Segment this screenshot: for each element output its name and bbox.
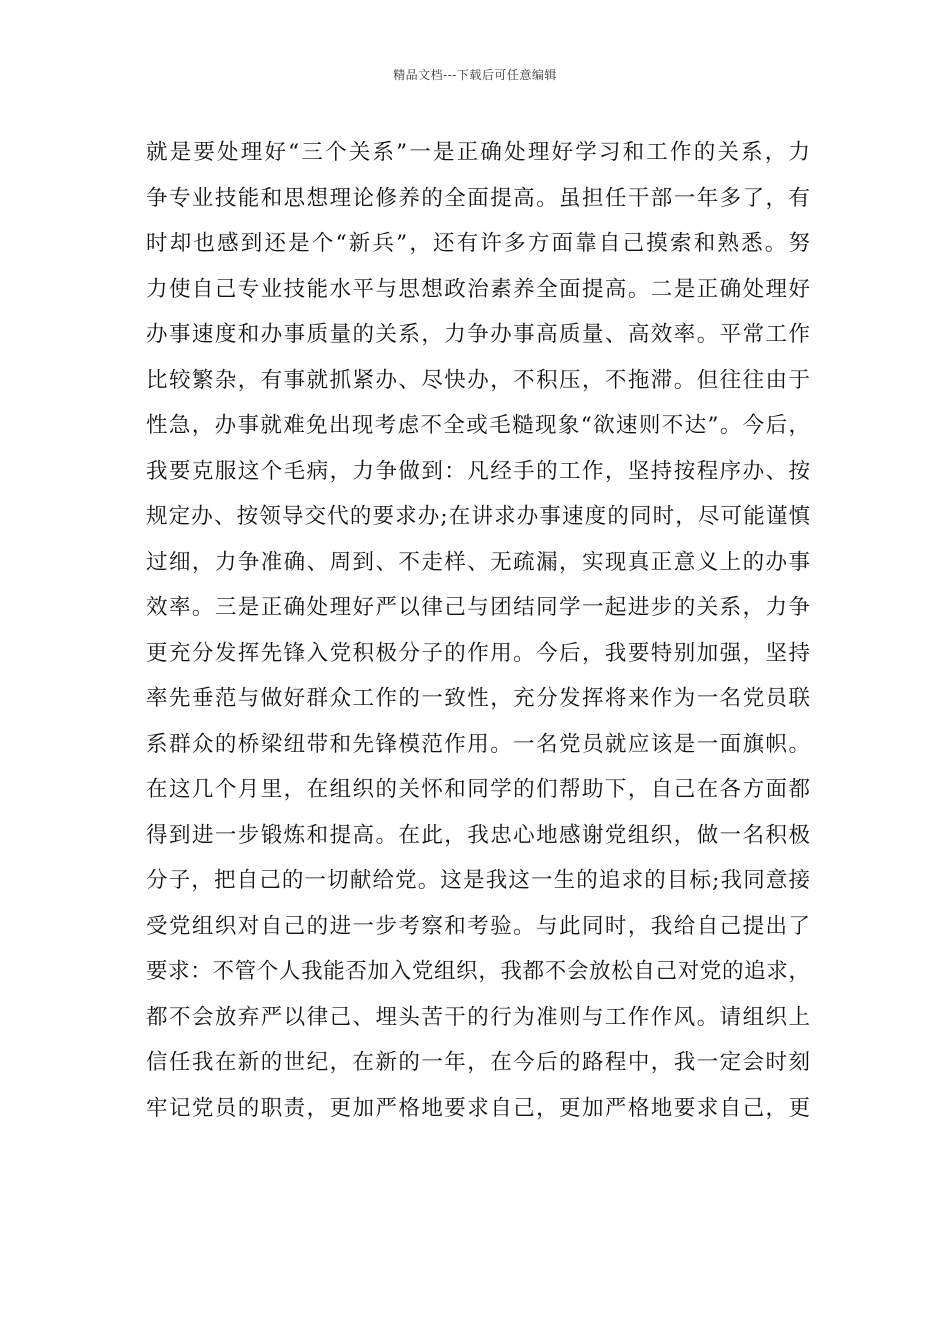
- text-line: 牢记党员的职责，更加严格地要求自己，更加严格地要求自己，更: [146, 1095, 810, 1121]
- text-line: 分子，把自己的一切献给党。这是我这一生的追求的目标;我同意接: [146, 868, 810, 893]
- text-line: 效率。三是正确处理好严以律己与团结同学一起进步的关系，力争: [146, 595, 810, 620]
- text-line: 率先垂范与做好群众工作的一致性，充分发挥将来作为一名党员联: [146, 686, 810, 711]
- text-line: 都不会放弃严以律己、埋头苦干的行为准则与工作作风。请组织上: [146, 1004, 810, 1030]
- text-line: 过细，力争准确、周到、不走样、无疏漏，实现真正意义上的办事: [146, 549, 810, 575]
- text-line: 争专业技能和思想理论修养的全面提高。虽担任干部一年多了，有: [146, 185, 810, 211]
- page-header: 精品文档---下载后可任意编辑: [393, 68, 557, 82]
- text-line: 要求：不管个人我能否加入党组织，我都不会放松自己对党的追求，: [146, 959, 810, 984]
- text-line: 性急，办事就难免出现考虑不全或毛糙现象“欲速则不达”。今后，: [146, 413, 810, 438]
- text-line: 系群众的桥梁纽带和先锋模范作用。一名党员就应该是一面旗帜。: [146, 731, 810, 757]
- text-line: 更充分发挥先锋入党积极分子的作用。今后，我要特别加强，坚持: [146, 640, 810, 666]
- text-line: 我要克服这个毛病，力争做到：凡经手的工作，坚持按程序办、按: [146, 458, 810, 484]
- text-line: 办事速度和办事质量的关系，力争办事高质量、高效率。平常工作: [146, 322, 810, 347]
- text-line: 力使自己专业技能水平与思想政治素养全面提高。二是正确处理好: [146, 276, 810, 302]
- text-line: 比较繁杂，有事就抓紧办、尽快办，不积压，不拖滞。但往往由于: [146, 367, 810, 393]
- text-line: 时却也感到还是个“新兵”，还有许多方面靠自己摸索和熟悉。努: [146, 231, 810, 256]
- text-line: 信任我在新的世纪，在新的一年，在今后的路程中，我一定会时刻: [146, 1050, 810, 1075]
- document-body: [146, 130, 810, 1131]
- text-line: 得到进一步锻炼和提高。在此，我忠心地感谢党组织，做一名积极: [146, 822, 810, 848]
- text-line: 受党组织对自己的进一步考察和考验。与此同时，我给自己提出了: [146, 913, 810, 939]
- text-line: 规定办、按领导交代的要求办;在讲求办事速度的同时，尽可能谨慎: [146, 504, 810, 529]
- text-line: 在这几个月里，在组织的关怀和同学的们帮助下，自己在各方面都: [146, 777, 810, 802]
- text-line: 就是要处理好“三个关系”一是正确处理好学习和工作的关系，力: [146, 140, 810, 165]
